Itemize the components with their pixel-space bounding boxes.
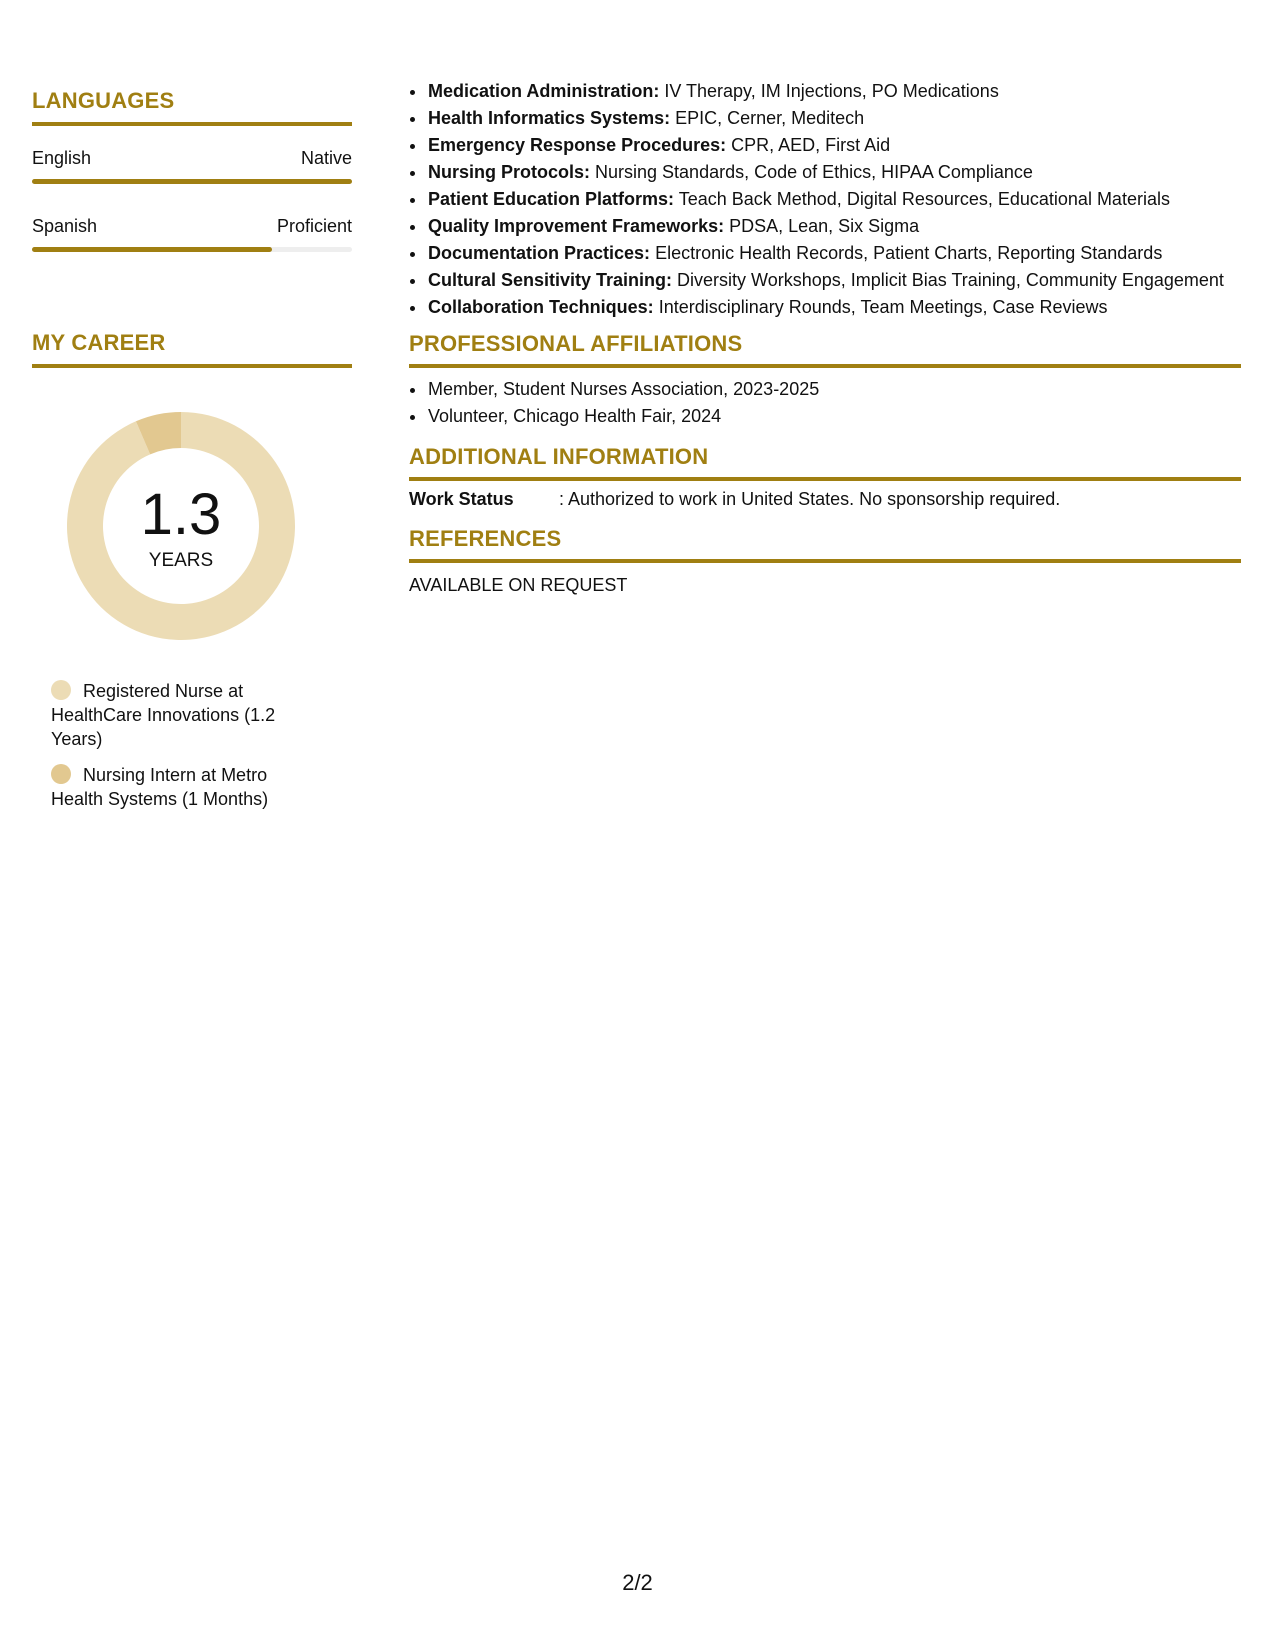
languages-title: LANGUAGES	[32, 88, 175, 113]
career-title: MY CAREER	[32, 330, 166, 355]
page-number: 2/2	[622, 1570, 653, 1595]
additional-rule	[409, 477, 1241, 481]
skill-item	[427, 186, 1241, 213]
additional-section	[409, 444, 1241, 510]
references-text: AVAILABLE ON REQUEST	[409, 575, 628, 595]
language-proficiency-fill	[32, 179, 352, 184]
affiliations-list	[409, 376, 1241, 430]
affiliations-rule	[409, 364, 1241, 368]
skill-label: Patient Education Platforms:	[428, 189, 675, 209]
career-total-value: 1.3	[140, 482, 222, 547]
skill-label: Medication Administration:	[428, 81, 660, 101]
legend-dot	[51, 764, 71, 784]
skill-label: Cultural Sensitivity Training:	[428, 270, 673, 290]
career-section	[32, 330, 352, 811]
references-rule	[409, 559, 1241, 563]
career-rule	[32, 364, 352, 368]
skill-text: CPR, AED, First Aid	[726, 135, 891, 155]
skill-label: Nursing Protocols:	[428, 162, 591, 182]
skill-item	[427, 267, 1241, 294]
language-item	[32, 216, 352, 252]
left-column	[32, 88, 352, 823]
skill-text: Electronic Health Records, Patient Charts, Reporting Standards	[650, 243, 1163, 263]
skill-text: Diversity Workshops, Implicit Bias Training, Community Engagement	[672, 270, 1224, 290]
career-total-unit: YEARS	[148, 550, 214, 571]
language-proficiency-bar	[32, 179, 352, 184]
language-proficiency-fill	[32, 247, 272, 252]
skill-text: Interdisciplinary Rounds, Team Meetings, Case Reviews	[653, 297, 1108, 317]
skill-text: Nursing Standards, Code of Ethics, HIPAA Compliance	[590, 162, 1033, 182]
references-section	[409, 526, 1241, 596]
skill-item	[427, 159, 1241, 186]
skills-list	[409, 78, 1241, 321]
languages-rule	[32, 122, 352, 126]
references-title: REFERENCES	[409, 526, 562, 551]
language-proficiency-bar	[32, 247, 352, 252]
additional-title: ADDITIONAL INFORMATION	[409, 444, 709, 469]
skill-item	[427, 132, 1241, 159]
work-status-row	[409, 489, 1241, 510]
skill-item	[427, 294, 1241, 321]
language-level: Proficient	[276, 216, 352, 236]
legend-label: Nursing Intern at Metro Health Systems (1 Months)	[51, 765, 269, 809]
language-name: English	[32, 148, 92, 168]
legend-label: Registered Nurse at HealthCare Innovations (1.2 Years)	[51, 681, 276, 749]
skill-label: Quality Improvement Frameworks:	[428, 216, 725, 236]
skill-item	[427, 78, 1241, 105]
skill-label: Health Informatics Systems:	[428, 108, 671, 128]
affiliations-section	[409, 331, 1241, 430]
language-name: Spanish	[32, 216, 98, 236]
skill-label: Emergency Response Procedures:	[428, 135, 727, 155]
career-legend	[51, 679, 301, 811]
skill-label: Collaboration Techniques:	[428, 297, 654, 317]
affiliations-title: PROFESSIONAL AFFILIATIONS	[409, 331, 743, 356]
legend-dot	[51, 680, 71, 700]
language-level: Native	[300, 148, 352, 168]
skill-item	[427, 105, 1241, 132]
skill-text: EPIC, Cerner, Meditech	[670, 108, 865, 128]
work-status-value: : Authorized to work in United States. No sponsorship required.	[559, 489, 1061, 509]
legend-item	[51, 763, 301, 811]
skill-item	[427, 213, 1241, 240]
career-donut-chart	[66, 411, 296, 641]
skill-label: Documentation Practices:	[428, 243, 651, 263]
work-status-label: Work Status	[409, 489, 514, 509]
skill-text: PDSA, Lean, Six Sigma	[724, 216, 920, 236]
legend-item	[51, 679, 301, 751]
skill-item	[427, 240, 1241, 267]
right-column	[409, 78, 1241, 596]
language-item	[32, 148, 352, 184]
skill-text: Teach Back Method, Digital Resources, Educational Materials	[674, 189, 1170, 209]
skill-text: IV Therapy, IM Injections, PO Medications	[659, 81, 999, 101]
list-item: • Volunteer, Chicago Health Fair, 2024	[427, 403, 1241, 430]
languages-section	[32, 88, 352, 252]
list-item: • Member, Student Nurses Association, 2023-2025	[427, 376, 1241, 403]
